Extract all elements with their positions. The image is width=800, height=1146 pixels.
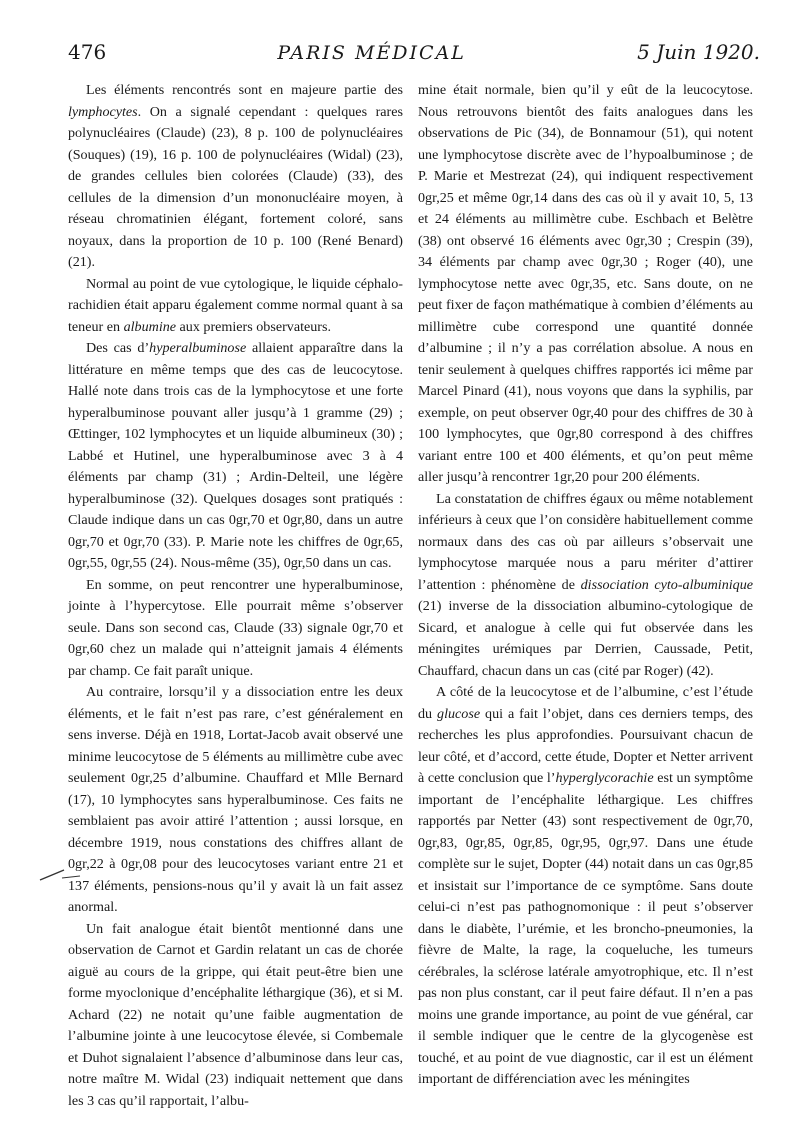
issue-date: 5 Juin 1920.	[637, 40, 760, 64]
pencil-mark-icon	[36, 864, 96, 884]
paragraph: Normal au point de vue cytologique, le liquide céphalo-rachidien était apparu également comme normal quant à sa teneur en albumine aux premiers observateurs.	[68, 275, 403, 335]
paragraph: En somme, on peut rencontrer une hyperalbuminose, jointe à l’hypercytose. Elle pourrait même s’observer seule. Dans son second cas, Claude (33) signale 0gr,70 et 0gr,60 chez un malade qui n’atteignit jamais 4 éléments par champ. Ce fait paraît unique.	[68, 576, 403, 679]
page-number: 476	[68, 40, 107, 64]
paragraph-continued: mine était normale, bien qu’il y eût de la leucocytose. Nous retrouvons bientôt des faits analogues dans les observations de Pic (34), de Bonnamour (51), qui notent une lymphocytose discrète avec de l’hypoalbuminose ; de P. Marie et Mestrezat (24), qui indiquent respectivement 0gr,25 et même 0gr,14 dans des cas où il y avait 10, 5, 13 et 24 éléments au millimètre cube. Eschbach et Belètre (38) ont observé 16 éléments avec 0gr,30 ; Crespin (39), 34 éléments par champ avec 0gr,30 ; Roger (40), une lymphocytose nette avec 0gr,35, etc. Sans doute, on ne peut fixer de façon mathématique à combien d’éléments au millimètre cube correspond une quantité donnée d’albumine ; il n’y a pas corrélation absolue. A nous en tenir seulement à quelques chiffres rapportés ici même par Marcel Pinard (41), nous voyons que dans la syphilis, par exemple, on peut observer 0gr,40 pour des chiffres de 30 à 100 lymphocytes, que 0gr,80 correspond à des chiffres variant entre 100 et 400 éléments, et qu’on peut même aller jusqu’à rencontrer 1gr,20 pour 200 éléments.	[418, 82, 753, 485]
left-column	[68, 80, 403, 1112]
paragraph: Les éléments rencontrés sont en majeure partie des lymphocytes. On a signalé cependant : quelques rares polynucléaires (Claude) (23), 8 p. 100 de polynucléaires (Souques) (19), 16 p. 100 de polynucléaires (Widal) (23), de grandes cellules bien colorées (Claude) (33), des cellules de la dimension d’un mononucléaire moyen, à réseau chromatinien élégant, fortement coloré, sans noyaux, dans la proportion de 10 p. 100 (René Benard) (21).	[68, 82, 403, 270]
paragraph: Au contraire, lorsqu’il y a dissociation entre les deux éléments, et le fait n’est pas rare, c’est généralement en sens inverse. Déjà en 1918, Lortat-Jacob avait observé une minime leucocytose de 5 éléments au millimètre cube avec seulement 0gr,25 d’albumine. Chauffard et Mlle Bernard (17), 10 lymphocytes sans hyperalbuminose. Ces faits ne semblaient pas avoir attiré l’attention ; aussi lorsque, en décembre 1919, nous constations des chiffres allant de 0gr,22 à 0gr,08 pour des leucocytoses variant entre 21 et 137 éléments, pensions-nous qu’il y avait là un fait assez anormal.	[68, 684, 403, 915]
journal-title: PARIS MÉDICAL	[277, 42, 466, 64]
paragraph: La constatation de chiffres égaux ou même notablement inférieurs à ceux que l’on considère habituellement comme normaux dans des cas où par ailleurs s’observait une lymphocytose marquée nous a paru mériter d’attirer l’attention : phénomène de dissociation cyto-albuminique (21) inverse de la dissociation albumino-cytologique de Sicard, et analogue à celle qui fut observée dans les méningites urémiques par Derrien, Caussade, Petit, Chauffard, chacun dans un cas (cité par Roger) (42).	[418, 490, 754, 679]
paragraph: Un fait analogue était bientôt mentionné dans une observation de Carnot et Gardin relatant un cas de chorée aiguë au cours de la grippe, qui était peut-être bien une forme myoclonique d’encéphalite léthargique (36), et si M. Achard (22) ne notait qu’une faible augmentation de l’albumine jointe à une leucocytose élevée, si Combemale et Duhot signalaient l’absence d’albuminose dans leur cas, notre maître M. Widal (23) indiquait nettement que dans les 3 cas qu’il rapportait, l’albu-	[68, 920, 403, 1109]
page-header	[68, 40, 760, 70]
paragraph: Des cas d’hyperalbuminose allaient apparaître dans la littérature en même temps que des cas de leucocytose. Hallé note dans trois cas de la lymphocytose et une forte hyperalbuminose pouvant aller jusqu’à 1 gramme (29) ; Œttinger, 102 lymphocytes et un liquide albumineux (30) ; Labbé et Hutinel, une hyperalbuminose avec 3 à 4 éléments par champ (31) ; Ardin-Delteil, une légère hyperalbuminose (32). Quelques dosages sont pratiqués : Claude indique dans un cas 0gr,70 et 0gr,80, dans un autre 0gr,70 et 0gr,70 (33). P. Marie note les chiffres de 0gr,65, 0gr,55, 0gr,55 (24). Nous-même (35), 0gr,50 dans un cas.	[68, 340, 403, 571]
paragraph: A côté de la leucocytose et de l’albumine, c’est l’étude du glucose qui a fait l’objet, dans ces derniers temps, des recherches les plus approfondies. Poursuivant chacun de leur côté, et d’accord, cette étude, Dopter et Netter arrivent à cette conclusion que l’hyperglycorachie est un symptôme important de l’encéphalite léthargique. Les chiffres rapportés par Netter (43) sont respectivement de 0gr,70, 0gr,83, 0gr,85, 0gr,85, 0gr,95, 0gr,97. Dans une étude complète sur le sujet, Dopter (44) notait dans un cas 0gr,85 et insistait sur l’importance de ce symptôme. Sans doute celui-ci n’est pas pathognomonique : il peut s’observer dans le diabète, l’urémie, et les broncho-pneumonies, la fièvre de Malte, la rage, la coqueluche, les tumeurs cérébrales, la sclérose latérale amyotrophique, etc. Il n’est pas non plus constant, car il peut faire défaut. Il n’en a pas moins une grande importance, au point de vue général, car il semble indiquer que le centre de la glycogenèse est touché, et au point de vue diagnostic, car il est un élément important de différenciation avec les méningites	[418, 684, 754, 1087]
right-column	[418, 80, 753, 1091]
